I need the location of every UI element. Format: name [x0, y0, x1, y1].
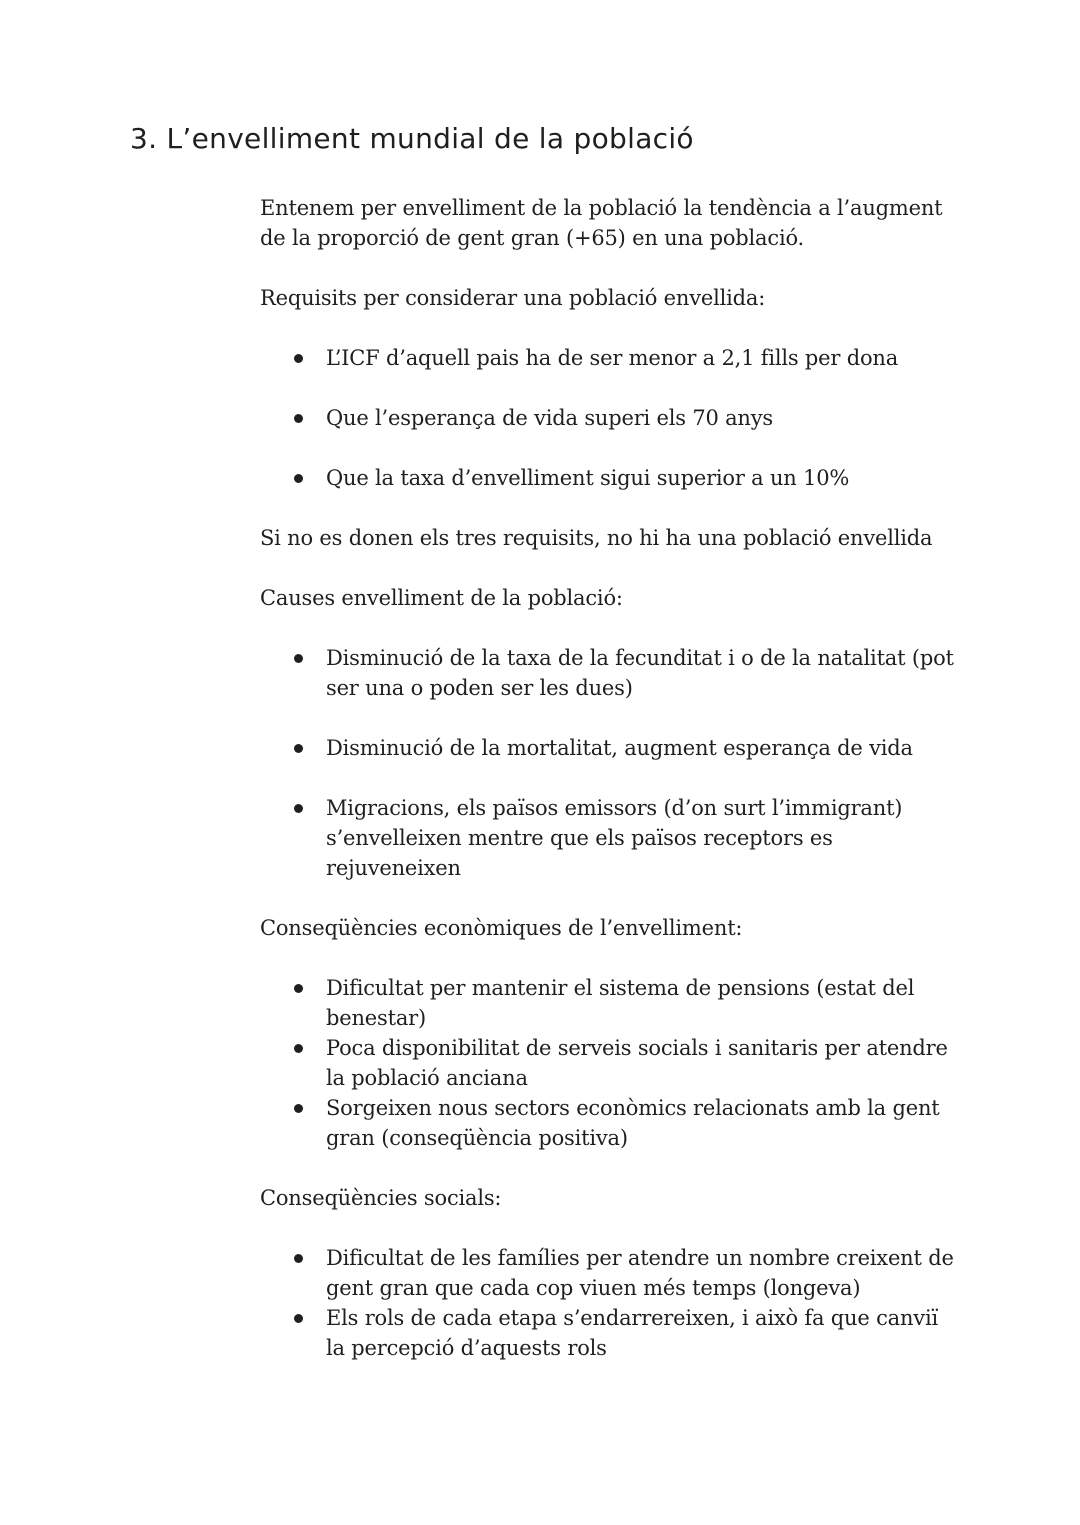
list-item: L’ICF d’aquell pais ha de ser menor a 2,1 fills per dona — [260, 343, 960, 373]
intro-paragraph: Entenem per envelliment de la població la tendència a l’augment de la proporció de gent gran (+65) en una població. — [260, 196, 943, 250]
bullet-icon — [294, 1314, 303, 1323]
list-item: Migracions, els països emissors (d’on surt l’immigrant) s’envelleixen mentre que els països receptors es rejuveneixen — [260, 793, 960, 883]
requisits-list — [260, 343, 960, 493]
bullet-icon — [294, 744, 303, 753]
economiques-list — [260, 973, 960, 1153]
bullet-icon — [294, 1044, 303, 1053]
socials-heading: Conseqüències socials: — [260, 1186, 502, 1210]
document-body — [260, 193, 960, 1363]
list-item: Disminució de la mortalitat, augment esperança de vida — [260, 733, 960, 763]
list-item: Els rols de cada etapa s’endarrereixen, i això fa que canviï la percepció d’aquests rols — [260, 1303, 960, 1363]
bullet-icon — [294, 1254, 303, 1263]
list-item: Poca disponibilitat de serveis socials i sanitaris per atendre la població anciana — [260, 1033, 960, 1093]
bullet-icon — [294, 654, 303, 663]
bullet-icon — [294, 474, 303, 483]
list-item: Que l’esperança de vida superi els 70 anys — [260, 403, 960, 433]
socials-list — [260, 1243, 960, 1363]
economiques-heading: Conseqüències econòmiques de l’envelliment: — [260, 916, 743, 940]
page-title: 3. L’envelliment mundial de la població — [130, 122, 694, 155]
list-item: Dificultat de les famílies per atendre un nombre creixent de gent gran que cada cop viuen més temps (longeva) — [260, 1243, 960, 1303]
note-paragraph: Si no es donen els tres requisits, no hi ha una població envellida — [260, 526, 933, 550]
causes-heading: Causes envelliment de la població: — [260, 586, 623, 610]
list-item: Que la taxa d’envelliment sigui superior a un 10% — [260, 463, 960, 493]
list-item: Dificultat per mantenir el sistema de pensions (estat del benestar) — [260, 973, 960, 1033]
causes-list — [260, 643, 960, 883]
list-item: Sorgeixen nous sectors econòmics relacionats amb la gent gran (conseqüència positiva) — [260, 1093, 960, 1153]
requisits-heading: Requisits per considerar una població envellida: — [260, 286, 766, 310]
list-item: Disminució de la taxa de la fecunditat i o de la natalitat (pot ser una o poden ser les dues) — [260, 643, 960, 703]
bullet-icon — [294, 354, 303, 363]
bullet-icon — [294, 414, 303, 423]
bullet-icon — [294, 984, 303, 993]
bullet-icon — [294, 1104, 303, 1113]
bullet-icon — [294, 804, 303, 813]
